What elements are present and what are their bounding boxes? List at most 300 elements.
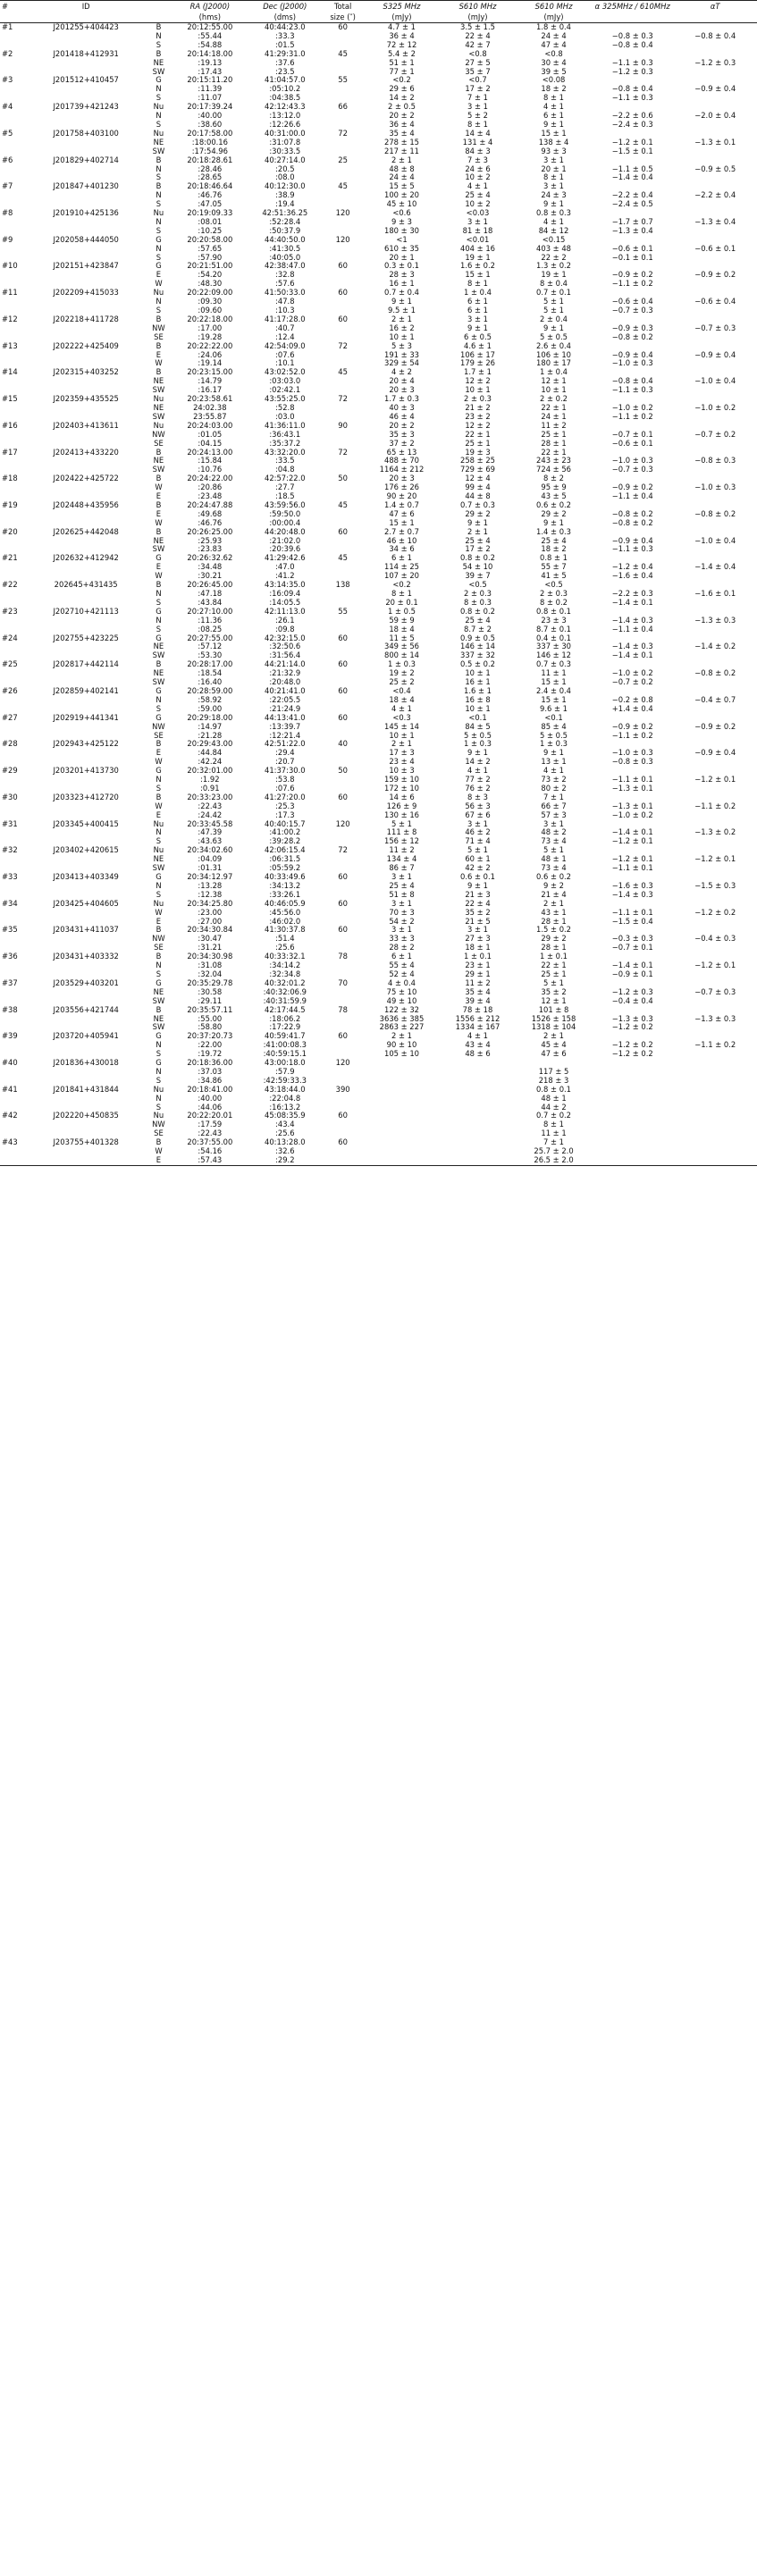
cell-comp: B [156, 527, 162, 536]
cell-s610b: 5 ± 1 [543, 306, 565, 315]
cell-s325: 329 ± 54 [384, 359, 419, 368]
cell-alphaT [673, 767, 757, 776]
cell-alpha: −0.9 ± 0.2 [611, 271, 653, 280]
cell-alpha: −0.9 ± 0.1 [611, 969, 653, 978]
cell-id [27, 59, 146, 68]
cell-s610: 1334 ± 167 [455, 1023, 500, 1032]
cell-s610: <0.5 [468, 581, 487, 590]
cell-s610: 39 ± 7 [465, 572, 491, 581]
cell-num [0, 1156, 27, 1165]
cell-s325: 72 ± 12 [386, 40, 417, 49]
cell-dec: 42:54:09.0 [264, 341, 306, 350]
cell-dec: :20:39.6 [269, 545, 301, 554]
cell-id: J202755+423225 [53, 634, 119, 642]
cell-num [0, 245, 27, 254]
cell-id: J203755+401328 [53, 1138, 119, 1147]
cell-ra: 20:32:01.00 [187, 767, 233, 776]
cell-comp: Nu [153, 395, 164, 404]
cell-dec: :57.9 [275, 1067, 295, 1076]
table-header [0, 1, 757, 23]
cell-id [27, 935, 146, 944]
table-row [0, 519, 757, 528]
cell-size: 78 [338, 952, 348, 961]
cell-id [27, 802, 146, 811]
table-row [0, 333, 757, 342]
table-row [0, 979, 757, 988]
cell-ra: 20:34:30.84 [187, 926, 233, 935]
cell-size [322, 891, 364, 900]
cell-ra: 20:28:59.00 [187, 686, 233, 695]
cell-comp: B [156, 155, 162, 164]
cell-s325: 349 ± 56 [384, 642, 419, 651]
cell-alphaT: −1.3 ± 0.3 [694, 1014, 736, 1023]
cell-ra: :17.43 [198, 67, 223, 76]
cell-s610b: 28 ± 1 [541, 917, 567, 926]
cell-dec: :00:00.4 [269, 518, 301, 527]
cell-s610b: 24 ± 1 [541, 412, 567, 421]
cell-id [27, 828, 146, 837]
cell-dec: :05:10.2 [269, 85, 301, 94]
cell-alpha: −1.1 ± 0.2 [611, 412, 653, 421]
cell-alphaT: −0.4 ± 0.3 [694, 935, 736, 944]
cell-size [322, 572, 364, 581]
cell-comp: S [156, 120, 162, 129]
cell-s610: 17 ± 2 [465, 545, 491, 554]
cell-comp: S [156, 625, 162, 634]
cell-size [322, 837, 364, 846]
cell-size [322, 32, 364, 41]
cell-size: 60 [338, 22, 348, 31]
table-row [0, 59, 757, 68]
cell-num [0, 669, 27, 678]
cell-dec: 40:46:05.9 [264, 899, 306, 908]
table-row [0, 900, 757, 909]
cell-ra: :04.15 [198, 439, 223, 448]
cell-num [0, 121, 27, 130]
cell-alphaT [673, 572, 757, 581]
cell-ra: :20.86 [198, 483, 223, 492]
cell-size: 72 [338, 395, 348, 404]
cell-s610b: 8 ± 0.4 [540, 280, 568, 289]
cell-dec: :03:03.0 [269, 377, 301, 386]
cell-num [0, 1147, 27, 1156]
table-row [0, 23, 757, 32]
cell-size [322, 59, 364, 68]
cell-s610: 22 ± 4 [465, 899, 491, 908]
cell-comp: W [155, 1147, 163, 1156]
cell-alphaT [673, 705, 757, 714]
cell-size: 138 [335, 581, 350, 590]
cell-alphaT [673, 837, 757, 846]
cell-id [27, 776, 146, 785]
table-row [0, 758, 757, 767]
cell-dec: :34:13.2 [269, 881, 301, 890]
table-row [0, 767, 757, 776]
cell-num: #18 [2, 474, 18, 483]
cell-ra: 20:24:13.00 [187, 448, 233, 457]
cell-ra: 20:34:12.97 [187, 873, 233, 881]
cell-s610: 21 ± 5 [465, 917, 491, 926]
cell-s325 [364, 1086, 440, 1095]
cell-num [0, 431, 27, 440]
cell-alphaT: −0.6 ± 0.4 [694, 298, 736, 306]
cell-dec: :40.7 [275, 323, 295, 332]
cell-s325: 2 ± 1 [391, 155, 412, 164]
cell-alphaT [673, 820, 757, 829]
cell-ra: 20:33:23.00 [187, 793, 233, 801]
cell-ra: :04.09 [198, 855, 223, 864]
cell-alphaT [673, 386, 757, 395]
cell-id [27, 85, 146, 94]
cell-s610b: 0.7 ± 0.3 [536, 660, 572, 669]
cell-id: J202632+412942 [53, 554, 119, 563]
cell-num: #3 [2, 76, 13, 85]
cell-id: J202422+425722 [53, 474, 119, 483]
cell-alphaT [673, 342, 757, 351]
cell-s325: <0.2 [392, 76, 411, 85]
cell-num [0, 359, 27, 368]
cell-s325 [364, 1068, 440, 1077]
cell-ra: 23:55.87 [193, 412, 227, 421]
cell-alphaT [673, 1156, 757, 1165]
cell-dec: :12:26.6 [269, 120, 301, 129]
cell-ra: :49.68 [198, 509, 223, 518]
table-row [0, 855, 757, 864]
cell-s325: 159 ± 10 [384, 776, 419, 785]
cell-size [322, 696, 364, 705]
cell-num [0, 1023, 27, 1032]
cell-alpha [592, 103, 673, 112]
cell-size: 78 [338, 1005, 348, 1014]
cell-size [322, 1050, 364, 1059]
cell-ra: :43.84 [198, 598, 223, 607]
cell-alpha [592, 581, 673, 590]
cell-size [322, 218, 364, 227]
cell-s325: <1 [396, 235, 408, 244]
cell-dec: 42:17:44.5 [264, 1005, 306, 1014]
cell-num [0, 1077, 27, 1086]
cell-ra: :10.25 [198, 226, 223, 235]
cell-id [27, 431, 146, 440]
cell-ra: :1.92 [200, 776, 220, 785]
cell-id [27, 32, 146, 41]
cell-alpha [592, 422, 673, 431]
cell-alphaT [673, 121, 757, 130]
cell-s325: 33 ± 3 [389, 935, 415, 944]
cell-alpha [592, 767, 673, 776]
cell-s610b: 7 ± 1 [543, 1138, 565, 1147]
cell-alphaT: −0.8 ± 0.2 [694, 669, 736, 678]
cell-alphaT [673, 156, 757, 165]
cell-dec: :06:31.5 [269, 855, 301, 864]
cell-alphaT [673, 306, 757, 315]
cell-comp: N [156, 828, 162, 837]
cell-alpha [592, 687, 673, 696]
cell-alphaT [673, 997, 757, 1006]
cell-alphaT: −0.9 ± 0.2 [694, 722, 736, 731]
cell-s325: 100 ± 20 [384, 191, 419, 200]
cell-id [27, 191, 146, 200]
cell-alpha [592, 608, 673, 617]
cell-s610: 10 ± 2 [465, 173, 491, 182]
cell-num [0, 1129, 27, 1138]
cell-dec: 40:33:49.6 [264, 873, 306, 881]
cell-alpha: −1.3 ± 0.4 [611, 226, 653, 235]
cell-num [0, 1095, 27, 1103]
table-row [0, 926, 757, 935]
table-row [0, 483, 757, 492]
table-row [0, 1023, 757, 1032]
cell-comp: SW [152, 412, 165, 421]
cell-s610b: 29 ± 2 [541, 935, 567, 944]
cell-alphaT [673, 395, 757, 404]
cell-size [322, 1095, 364, 1103]
cell-s610: 12 ± 2 [465, 421, 491, 430]
cell-num [0, 749, 27, 758]
cell-s325: 16 ± 2 [389, 323, 415, 332]
cell-alpha: −1.2 ± 0.1 [611, 138, 653, 147]
cell-num: #17 [2, 448, 18, 457]
cell-id [27, 377, 146, 386]
cell-id [27, 961, 146, 970]
table-row [0, 32, 757, 41]
cell-ra: :55.00 [198, 1014, 223, 1023]
cell-dec: 40:44:23.0 [264, 22, 306, 31]
cell-size [322, 678, 364, 687]
cell-size: 50 [338, 474, 348, 483]
cell-comp: Nu [153, 289, 164, 298]
cell-dec: :26.1 [275, 616, 295, 625]
cell-num [0, 333, 27, 342]
cell-s610: 16 ± 8 [465, 695, 491, 704]
cell-s610: 11 ± 2 [465, 978, 491, 987]
cell-size [322, 1147, 364, 1156]
cell-s610b: 8 ± 2 [543, 474, 565, 483]
table-row [0, 642, 757, 651]
cell-num: #27 [2, 713, 18, 722]
cell-id [27, 970, 146, 979]
cell-id: 202645+431435 [54, 581, 118, 590]
cell-num [0, 678, 27, 687]
cell-alpha [592, 820, 673, 829]
table-row [0, 262, 757, 271]
cell-num: #31 [2, 819, 18, 828]
table-row [0, 1050, 757, 1059]
cell-num: #21 [2, 554, 18, 563]
cell-ra: 20:34:25.80 [187, 899, 233, 908]
cell-id [27, 280, 146, 289]
table-row [0, 873, 757, 882]
cell-size [322, 802, 364, 811]
cell-s610b: 1526 ± 158 [531, 1014, 576, 1023]
cell-id: J203529+403201 [53, 978, 119, 987]
cell-alpha: −2.2 ± 0.3 [611, 590, 653, 598]
cell-comp: E [156, 917, 162, 926]
cell-ra: :25.93 [198, 536, 223, 545]
cell-alpha [592, 209, 673, 218]
cell-alpha: −0.9 ± 0.2 [611, 722, 653, 731]
cell-id: J203431+403332 [53, 952, 119, 961]
cell-dec: :32:50.6 [269, 642, 301, 651]
cell-dec: :05:59.2 [269, 864, 301, 873]
cell-id: J202943+425122 [53, 740, 119, 749]
cell-id [27, 359, 146, 368]
cell-num: #37 [2, 978, 18, 987]
cell-s325: 14 ± 2 [389, 94, 415, 103]
table-row [0, 342, 757, 351]
cell-alphaT: −1.4 ± 0.2 [694, 642, 736, 651]
cell-ra: :53.30 [198, 651, 223, 660]
cell-alpha [592, 1068, 673, 1077]
cell-num: #13 [2, 341, 18, 350]
cell-alphaT: −1.5 ± 0.3 [694, 881, 736, 890]
cell-num [0, 413, 27, 422]
cell-alphaT: −0.9 ± 0.4 [694, 85, 736, 94]
cell-s610: 46 ± 2 [465, 828, 491, 837]
table-row [0, 474, 757, 483]
cell-s325: 15 ± 1 [389, 518, 415, 527]
cell-s610: 146 ± 14 [460, 642, 495, 651]
cell-s325: 23 ± 4 [389, 758, 415, 767]
cell-alphaT [673, 608, 757, 617]
cell-s325: 51 ± 8 [389, 890, 415, 899]
cell-s610: 7 ± 1 [467, 94, 488, 103]
cell-dec: 40:32:01.2 [264, 978, 306, 987]
cell-s610: <0.01 [466, 235, 490, 244]
cell-comp: S [156, 1050, 162, 1059]
cell-alpha: −2.2 ± 0.4 [611, 191, 653, 200]
cell-s610: 5 ± 2 [467, 112, 488, 121]
cell-s610: 258 ± 25 [460, 457, 495, 466]
cell-dec: 43:18:44.0 [264, 1085, 306, 1094]
cell-ra: :19.72 [198, 1050, 223, 1059]
cell-s610b: 15 ± 1 [541, 695, 567, 704]
cell-s325: 2 ± 0.5 [387, 103, 416, 112]
cell-id [27, 678, 146, 687]
cell-s610b: <0.08 [542, 76, 566, 85]
cell-id [27, 758, 146, 767]
cell-s325: 5.4 ± 2 [387, 49, 416, 58]
cell-dec: :40:32:06.9 [263, 987, 307, 996]
cell-comp: N [156, 85, 162, 94]
cell-ra: :15.84 [198, 457, 223, 466]
table-row [0, 545, 757, 554]
cell-s610b: 47 ± 4 [541, 40, 567, 49]
cell-s325: 9.5 ± 1 [387, 306, 416, 315]
cell-alphaT [673, 785, 757, 793]
col-id-header: ID [27, 1, 146, 13]
cell-size: 72 [338, 846, 348, 855]
table-row [0, 837, 757, 846]
col-ra-unit: (hms) [172, 13, 248, 23]
cell-s610b: 8 ± 1 [543, 94, 565, 103]
table-row [0, 935, 757, 944]
cell-s610: 19 ± 3 [465, 448, 491, 457]
cell-comp: SE [154, 731, 164, 740]
cell-comp: S [156, 969, 162, 978]
cell-id [27, 483, 146, 492]
cell-alphaT [673, 651, 757, 660]
table-row [0, 130, 757, 138]
cell-ra: :14.97 [198, 722, 223, 731]
cell-id [27, 227, 146, 236]
cell-ra: :47.05 [198, 200, 223, 209]
cell-comp: W [155, 359, 163, 368]
cell-dec: :33:26.1 [269, 890, 301, 899]
cell-comp: S [156, 94, 162, 103]
cell-s325: <0.2 [392, 581, 411, 590]
cell-s325: 52 ± 4 [389, 969, 415, 978]
cell-alphaT: −0.9 ± 0.5 [694, 164, 736, 173]
cell-dec: 40:33:32.1 [264, 952, 306, 961]
cell-ra: :19.28 [198, 332, 223, 341]
cell-num [0, 1015, 27, 1024]
cell-s610b: 15 ± 1 [541, 678, 567, 687]
cell-dec: :47.0 [275, 563, 295, 572]
cell-id [27, 1077, 146, 1086]
cell-comp: S [156, 226, 162, 235]
cell-id [27, 1129, 146, 1138]
cell-alpha: −1.3 ± 0.3 [611, 1014, 653, 1023]
table-row [0, 85, 757, 94]
cell-size [322, 492, 364, 501]
cell-dec: :17.3 [275, 810, 295, 819]
cell-s610: 43 ± 4 [465, 1041, 491, 1050]
cell-alpha: −0.8 ± 0.4 [611, 85, 653, 94]
cell-ra: 20:15:11.20 [187, 76, 233, 85]
table-row [0, 245, 757, 254]
cell-s610: 22 ± 1 [465, 430, 491, 439]
cell-s610: 48 ± 6 [465, 1050, 491, 1059]
cell-s325: 2 ± 1 [391, 315, 412, 323]
cell-alpha [592, 130, 673, 138]
cell-ra: :23.00 [198, 908, 223, 917]
cell-alpha [592, 1095, 673, 1103]
table-row [0, 165, 757, 174]
cell-s610b: 5 ± 0.5 [540, 332, 568, 341]
cell-alphaT: −1.0 ± 0.4 [694, 377, 736, 386]
cell-id: J203720+405941 [53, 1032, 119, 1041]
cell-num [0, 935, 27, 944]
cell-ra: :31.08 [198, 961, 223, 970]
table-row [0, 395, 757, 404]
cell-s610b: 13 ± 1 [541, 758, 567, 767]
cell-s610b: 25.7 ± 2.0 [534, 1147, 574, 1156]
cell-num [0, 563, 27, 572]
cell-s610b: 180 ± 17 [536, 359, 572, 368]
cell-dec: 41:36:11.0 [264, 421, 306, 430]
cell-id [27, 386, 146, 395]
cell-ra: 20:18:41.00 [187, 1085, 233, 1094]
cell-comp: N [156, 298, 162, 306]
cell-dec: :22:05.5 [269, 695, 301, 704]
cell-dec: 42:32:15.0 [264, 634, 306, 642]
cell-s610: 8 ± 1 [467, 120, 488, 129]
cell-alphaT: −1.1 ± 0.2 [694, 1041, 736, 1050]
cell-s610 [440, 1068, 516, 1077]
cell-s610: 0.9 ± 0.5 [460, 634, 495, 642]
cell-alphaT [673, 944, 757, 952]
cell-alphaT [673, 94, 757, 103]
cell-comp: B [156, 474, 162, 483]
cell-s610b: 1.4 ± 0.3 [536, 527, 572, 536]
cell-id [27, 1041, 146, 1050]
cell-num: #33 [2, 873, 18, 881]
cell-s610: 404 ± 16 [460, 244, 495, 253]
cell-num [0, 1103, 27, 1112]
cell-alpha [592, 315, 673, 324]
cell-id: J201758+403100 [53, 129, 119, 138]
